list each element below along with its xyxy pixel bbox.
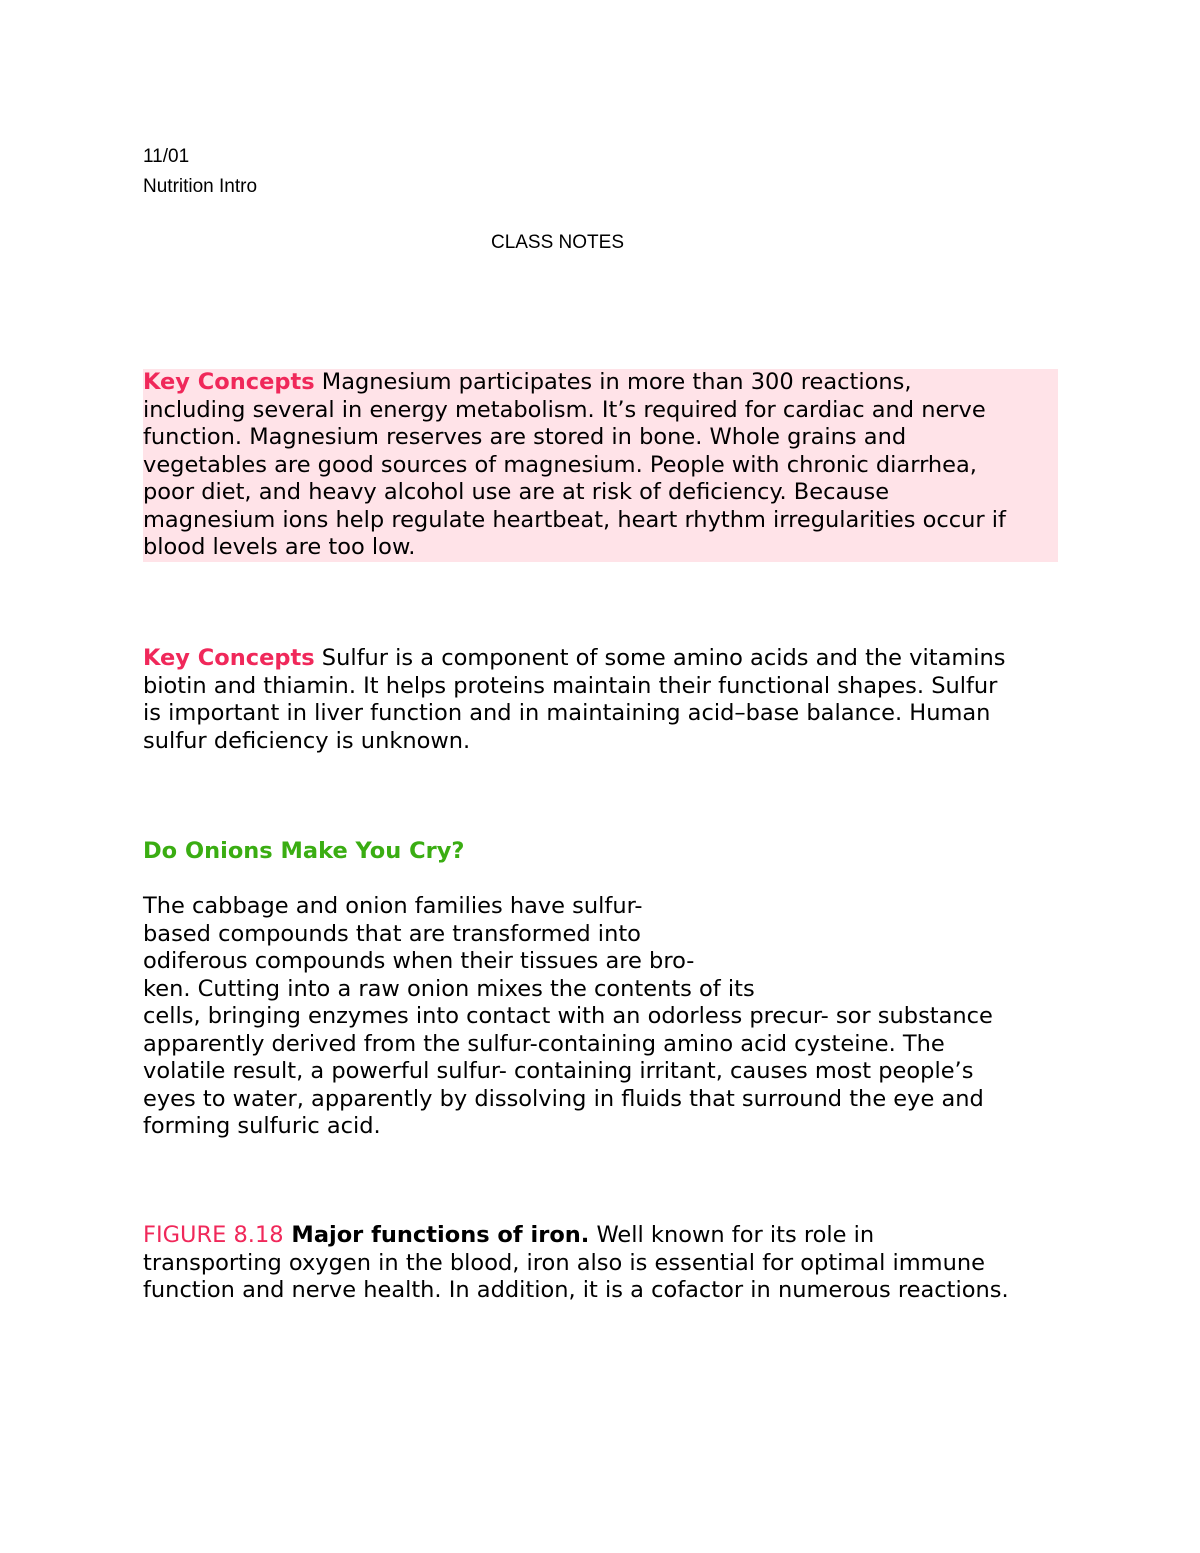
text-line: magnesium ions help regulate heartbeat, heart rhythm irregularities occur if	[143, 506, 1006, 533]
text-line: Sulfur is a component of some amino acids and the vitamins	[314, 645, 1006, 671]
text-line: is important in liver function and in maintaining acid–base balance. Human	[143, 700, 991, 726]
key-concepts-sulfur	[143, 645, 1058, 755]
text-line	[143, 369, 1058, 397]
text-line: function and nerve health. In addition, it is a cofactor in numerous reactions.	[143, 1277, 1009, 1303]
key-concepts-label: Key Concepts	[143, 645, 315, 671]
note-date: 11/01	[143, 146, 190, 167]
text-line: biotin and thiamin. It helps proteins maintain their functional shapes. Sulfur	[143, 672, 998, 699]
text-line: function. Magnesium reserves are stored in bone. Whole grains and	[143, 424, 907, 450]
text-line: ken. Cutting into a raw onion mixes the contents of its	[143, 975, 755, 1002]
figure-label: FIGURE 8.18	[143, 1222, 284, 1248]
figure-title: Major functions of iron.	[283, 1222, 590, 1248]
text-line: transporting oxygen in the blood, iron also is essential for optimal immune	[143, 1249, 985, 1276]
text-line: cells, bringing enzymes into contact with an odorless precur- sor substance	[143, 1003, 993, 1029]
text-line: eyes to water, apparently by dissolving in fluids that surround the eye and	[143, 1085, 984, 1112]
text-line: forming sulfuric acid.	[143, 1113, 381, 1139]
text-line: vegetables are good sources of magnesium. People with chronic diarrhea,	[143, 451, 977, 478]
text-line: Magnesium participates in more than 300 reactions,	[314, 369, 912, 395]
text-line: odiferous compounds when their tissues are bro-	[143, 948, 695, 974]
text-line: sulfur deficiency is unknown.	[143, 727, 471, 754]
text-line	[143, 1222, 1058, 1250]
onions-paragraph	[143, 893, 1058, 1141]
text-line: volatile result, a powerful sulfur- containing irritant, causes most people’s	[143, 1058, 974, 1084]
text-line: apparently derived from the sulfur-containing amino acid cysteine. The	[143, 1030, 945, 1057]
section-heading: Do Onions Make You Cry?	[143, 838, 465, 864]
text-line: Well known for its role in	[589, 1222, 875, 1248]
text-line: poor diet, and heavy alcohol use are at risk of deficiency. Because	[143, 479, 890, 505]
key-concepts-label: Key Concepts	[143, 369, 315, 395]
page-title: CLASS NOTES	[490, 232, 625, 253]
text-line: The cabbage and onion families have sulfur-	[143, 893, 643, 919]
text-line	[143, 645, 1058, 673]
text-line: based compounds that are transformed into	[143, 920, 641, 947]
text-line: blood levels are too low.	[143, 534, 416, 560]
text-line: including several in energy metabolism. It’s required for cardiac and nerve	[143, 396, 986, 423]
figure-caption	[143, 1222, 1058, 1305]
course-name: Nutrition Intro	[143, 176, 258, 197]
key-concepts-magnesium	[143, 369, 1058, 562]
